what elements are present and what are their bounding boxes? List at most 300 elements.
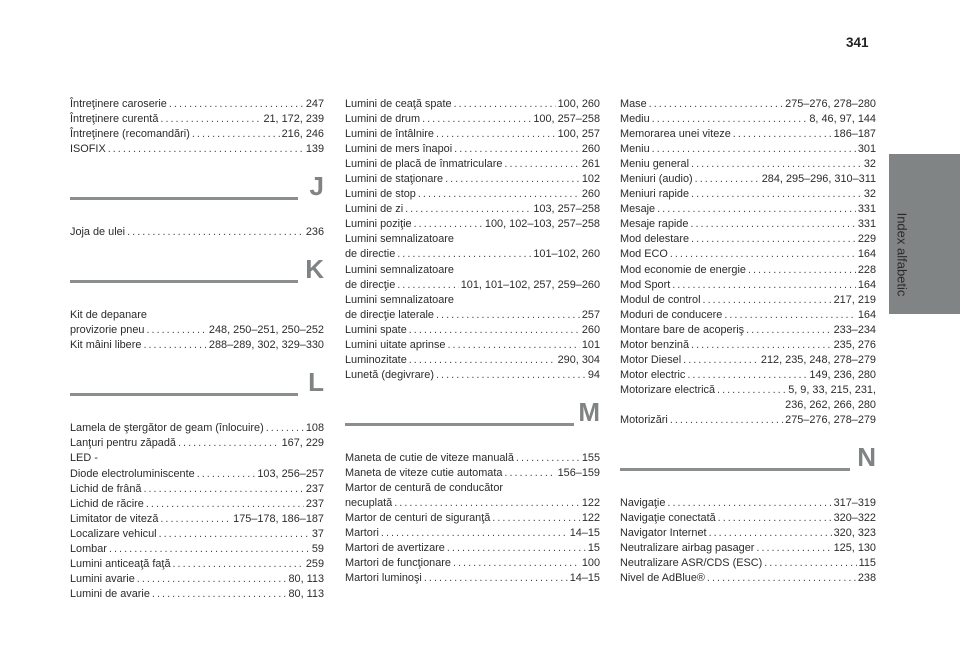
index-entry-term: Motorizare electrică [620, 383, 716, 396]
index-entry-pages: 103, 257–258 [533, 203, 600, 216]
index-entry-term: Martori luminoşi [345, 572, 422, 585]
index-entry [620, 112, 876, 127]
index-entry-pages: 228 [857, 263, 876, 276]
dot-leader [127, 225, 304, 240]
dot-leader [143, 482, 303, 497]
index-entry-pages: 80, 113 [288, 587, 324, 600]
index-entry-pages: 167, 229 [281, 437, 324, 450]
index-entry-pages: 284, 295–296, 310–311 [761, 173, 876, 186]
index-entry-pages: 260 [581, 143, 600, 156]
index-entry-term: Lumini de mers înapoi [345, 143, 453, 156]
index-entry-term: Lumini de avarie [70, 587, 150, 600]
index-entry [345, 353, 600, 368]
index-entry-term: Motor electric [620, 368, 686, 381]
index-entry-pages: 248, 250–251, 250–252 [208, 324, 324, 337]
index-entry-pages: 100, 257–258 [533, 113, 600, 126]
index-entry-term: Lumini de zi [345, 203, 404, 216]
index-entry [620, 413, 876, 428]
index-entry-heading: Lumini semnalizatoare [345, 263, 454, 276]
index-entry-pages: 236 [305, 226, 324, 239]
index-entry-term: Întreţinere curentă [70, 113, 159, 126]
index-entry-pages: 94 [587, 368, 600, 381]
index-entry-term: Lumini de întâlnire [345, 128, 434, 141]
index-entry-term: Martor de centuri de siguranţă [345, 512, 491, 525]
index-entry-pages: 100, 257 [557, 128, 600, 141]
index-column-3 [620, 97, 876, 586]
dot-leader [707, 571, 856, 586]
index-entry [345, 338, 600, 353]
index-entry [620, 383, 876, 398]
index-entry-term: Luminozitate [345, 353, 407, 366]
index-entry-pages: 101–102, 260 [533, 248, 600, 261]
index-entry [620, 127, 876, 142]
dot-leader [516, 451, 580, 466]
index-entry-term: Joja de ulei [70, 226, 126, 239]
dot-leader [703, 293, 832, 308]
index-entry-pages: 101, 101–102, 257, 259–260 [460, 278, 600, 291]
index-entry [345, 496, 600, 511]
index-entry-pages: 164 [857, 278, 876, 291]
index-entry [345, 202, 600, 217]
dot-leader [405, 202, 531, 217]
index-entry [620, 97, 876, 112]
dot-leader [649, 97, 784, 112]
index-entry-term: Motor Diesel [620, 353, 682, 366]
dot-leader [683, 353, 759, 368]
index-entry-pages: 37 [311, 527, 324, 540]
index-entry-term: Montare bare de acoperiş [620, 323, 745, 336]
dot-leader [108, 142, 304, 157]
index-entry-pages: 212, 235, 248, 278–279 [760, 353, 876, 366]
section-divider [70, 280, 298, 283]
index-entry-term: Neutralizare ASR/CDS (ESC) [620, 557, 763, 570]
index-entry [70, 542, 324, 557]
index-entry-term: Lanţuri pentru zăpadă [70, 437, 176, 450]
index-entry [620, 571, 876, 586]
index-entry-pages-continued: 236, 262, 266, 280 [785, 398, 876, 411]
index-entry [620, 556, 876, 571]
index-entry-pages: 261 [581, 158, 600, 171]
index-entry-term: de direcţie [345, 278, 396, 291]
index-entry [620, 202, 876, 217]
index-entry-pages: 237 [305, 482, 324, 495]
index-entry-pages: 21, 172, 239 [263, 113, 324, 126]
index-entry-term: Meniuri (audio) [620, 173, 693, 186]
index-entry-pages: 288–289, 302, 329–330 [208, 339, 324, 352]
index-entry [620, 338, 876, 353]
dot-leader [152, 587, 287, 602]
index-entry [70, 557, 324, 572]
dot-leader [397, 247, 531, 262]
dot-leader [724, 308, 856, 323]
index-entry-pages: 122 [581, 497, 600, 510]
index-entry-pages: 14–15 [569, 572, 600, 585]
index-entry-term: Lamela de ştergător de geam (înlocuire) [70, 422, 264, 435]
dot-leader [192, 127, 280, 142]
index-entry-term: Lombar [70, 542, 107, 555]
index-entry-term: Întreţinere caroserie [70, 98, 167, 110]
dot-leader [381, 526, 568, 541]
dot-leader [667, 496, 831, 511]
index-entry-heading: Kit de depanare [70, 309, 147, 322]
index-entry-pages: 186–187 [833, 128, 876, 141]
index-column-2 [345, 97, 600, 586]
index-entry-term: Lunetă (degivrare) [345, 368, 434, 381]
dot-leader [436, 368, 586, 383]
index-entry [70, 225, 324, 240]
index-entry-term: Meniuri rapide [620, 188, 690, 201]
index-entry-term: Navigaţie [620, 497, 666, 510]
index-entry [345, 172, 600, 187]
index-entry-term: Mediu [620, 113, 650, 126]
index-entry [620, 353, 876, 368]
dot-leader [424, 571, 568, 586]
dot-leader [691, 232, 856, 247]
index-entry-pages: 100, 260 [557, 98, 600, 110]
dot-leader [169, 97, 304, 112]
index-entry-pages: 290, 304 [557, 353, 600, 366]
index-entry-term: Lichid de frână [70, 482, 142, 495]
index-entry-pages: 331 [857, 203, 876, 216]
dot-leader [670, 247, 856, 262]
index-entry [70, 482, 324, 497]
index-entry-term: Lumini spate [345, 323, 407, 336]
index-entry-pages: 108 [305, 422, 324, 435]
dot-leader [436, 308, 580, 323]
dot-leader [687, 368, 807, 383]
index-entry [70, 512, 324, 527]
dot-leader [137, 572, 287, 587]
dot-leader [160, 112, 261, 127]
index-entry-pages: 233–234 [833, 323, 876, 336]
index-entry [620, 187, 876, 202]
dot-leader [657, 202, 856, 217]
index-entry-term: Mesaje rapide [620, 218, 689, 231]
index-entry [620, 308, 876, 323]
dot-leader [652, 142, 856, 157]
index-entry-heading: Lumini semnalizatoare [345, 293, 454, 306]
index-entry-term: necuplată [345, 497, 393, 510]
index-entry-pages: 275–276, 278–279 [785, 413, 876, 426]
index-entry [70, 467, 324, 482]
index-entry-pages: 216, 246 [281, 128, 324, 141]
index-entry [345, 127, 600, 142]
index-entry-pages: 247 [305, 98, 324, 110]
index-entry-term: de directie [345, 248, 396, 261]
index-entry-pages: 229 [857, 233, 876, 246]
index-entry [620, 157, 876, 172]
letter-section-header [620, 442, 876, 484]
index-entry-pages: 103, 256–257 [257, 467, 324, 480]
index-entry [345, 308, 600, 323]
dot-leader [409, 323, 580, 338]
dot-leader [748, 263, 856, 278]
index-entry [620, 232, 876, 247]
dot-leader [690, 217, 855, 232]
section-letter: J [309, 171, 324, 202]
index-entry-pages: 100 [581, 557, 600, 570]
index-entry-term: ISOFIX [70, 143, 106, 156]
index-entry [345, 97, 600, 112]
index-entry-pages: 122 [581, 512, 600, 525]
index-entry [345, 217, 600, 232]
index-entry [345, 157, 600, 172]
dot-leader [160, 512, 231, 527]
index-entry [620, 142, 876, 157]
index-entry-pages: 317–319 [833, 497, 876, 510]
index-entry [620, 511, 876, 526]
dot-leader [718, 511, 832, 526]
index-entry-term: provizorie pneu [70, 324, 145, 337]
dot-leader [691, 187, 862, 202]
index-entry [70, 436, 324, 451]
dot-leader [173, 557, 304, 572]
dot-leader [197, 467, 256, 482]
index-entry [70, 421, 324, 436]
dot-leader [733, 127, 832, 142]
dot-leader [146, 323, 206, 338]
index-entry-term: Lumini poziţie [345, 218, 412, 231]
dot-leader [414, 217, 483, 232]
dot-leader [504, 157, 579, 172]
index-entry-pages: 320–322 [833, 512, 876, 525]
section-letter: M [578, 396, 600, 427]
index-entry-pages: 260 [581, 323, 600, 336]
index-entry-pages: 5, 9, 33, 215, 231, [788, 383, 876, 396]
index-entry-pages: 257 [581, 308, 600, 321]
index-entry [345, 368, 600, 383]
dot-leader [709, 526, 832, 541]
index-entry-term: Motorizări [620, 413, 668, 426]
index-entry-pages: 115 [858, 557, 876, 570]
dot-leader [672, 278, 856, 293]
index-entry-term: Kit mâini libere [70, 339, 142, 352]
index-entry [620, 172, 876, 187]
dot-leader [445, 172, 580, 187]
index-entry-pages: 102 [581, 173, 600, 186]
dot-leader [447, 541, 586, 556]
dot-leader [670, 413, 783, 428]
index-entry-pages: 59 [311, 542, 324, 555]
index-entry-pages: 260 [581, 188, 600, 201]
dot-leader [178, 436, 280, 451]
letter-section-header [345, 396, 600, 439]
index-entry [345, 142, 600, 157]
index-entry [70, 323, 324, 338]
dot-leader [146, 497, 304, 512]
index-entry [70, 97, 324, 112]
section-letter: L [308, 367, 324, 398]
index-entry-term: Localizare vehicul [70, 527, 157, 540]
index-entry-pages: 235, 276 [833, 338, 876, 351]
dot-leader [764, 556, 856, 571]
index-entry-term: Martori de avertizare [345, 542, 445, 555]
index-entry-term: Navigaţie conectată [620, 512, 716, 525]
index-entry [345, 247, 600, 262]
index-entry [345, 556, 600, 571]
index-entry-term: Lumini de stop [345, 188, 416, 201]
index-entry [620, 293, 876, 308]
index-entry-pages: 80, 113 [288, 572, 324, 585]
index-entry-term: Mod delestare [620, 233, 690, 246]
index-entry-term: Limitator de viteză [70, 512, 159, 525]
index-entry-pages: 14–15 [569, 527, 600, 540]
index-entry-term: Lumini de ceaţă spate [345, 98, 452, 110]
index-entry [620, 217, 876, 232]
index-entry-heading: Lumini semnalizatoare [345, 233, 454, 246]
page-number: 341 [846, 35, 869, 50]
index-entry-term: Modul de control [620, 293, 701, 306]
index-entry-term: Mod ECO [620, 248, 668, 261]
index-entry [345, 451, 600, 466]
dot-leader [746, 323, 831, 338]
index-entry [70, 127, 324, 142]
letter-section-header [70, 367, 324, 409]
index-entry-pages: 155 [581, 451, 600, 464]
section-letter: K [305, 254, 324, 285]
dot-leader [695, 172, 760, 187]
index-entry [70, 572, 324, 587]
dot-leader [691, 157, 862, 172]
index-entry-pages: 15 [587, 542, 600, 555]
index-entry [70, 497, 324, 512]
dot-leader [448, 338, 580, 353]
index-entry-pages: 8, 46, 97, 144 [809, 113, 876, 126]
section-divider [70, 393, 298, 396]
index-entry [345, 187, 600, 202]
index-entry [620, 496, 876, 511]
index-entry-term: Mase [620, 98, 647, 110]
dot-leader [159, 527, 310, 542]
index-entry-term: Mesaje [620, 203, 656, 216]
index-entry [620, 278, 876, 293]
index-entry-term: Lumini de drum [345, 113, 421, 126]
index-entry-term: Lumini anticeaţă faţă [70, 557, 171, 570]
letter-section-header [70, 171, 324, 213]
index-entry-term: Lumini avarie [70, 572, 135, 585]
index-entry-term: Diode electroluminiscente [70, 467, 195, 480]
index-entry-term: Lumini uitate aprinse [345, 338, 446, 351]
dot-leader [109, 542, 310, 557]
index-entry-pages: 149, 236, 280 [809, 368, 876, 381]
dot-leader [492, 511, 580, 526]
index-entry-pages: 301 [857, 143, 876, 156]
dot-leader [756, 541, 831, 556]
index-entry-pages: 101 [581, 338, 600, 351]
index-entry-term: Maneta de cutie de viteze manuală [345, 451, 514, 464]
index-entry-term: Lumini de placă de înmatriculare [345, 158, 503, 171]
index-entry-pages: 164 [857, 308, 876, 321]
index-entry [70, 112, 324, 127]
index-entry [70, 338, 324, 353]
index-entry-term: Navigator Internet [620, 527, 707, 540]
index-entry [345, 112, 600, 127]
index-entry [70, 587, 324, 602]
index-entry-term: Meniu [620, 143, 650, 156]
index-entry-term: Martori [345, 527, 379, 540]
index-entry-pages: 217, 219 [833, 293, 876, 306]
index-entry-pages: 32 [863, 158, 876, 171]
index-entry-term: Meniu general [620, 158, 690, 171]
index-entry [345, 466, 600, 481]
section-divider [345, 423, 574, 426]
section-divider [70, 197, 298, 200]
index-entry-term: Lumini de staţionare [345, 173, 444, 186]
dot-leader [453, 556, 580, 571]
index-entry-pages: 237 [305, 497, 324, 510]
index-entry-pages: 331 [857, 218, 876, 231]
index-entry [345, 571, 600, 586]
index-entry-term: Mod Sport [620, 278, 671, 291]
dot-leader [143, 338, 206, 353]
index-entry-term: de direcţie laterale [345, 308, 434, 321]
index-entry-pages: 275–276, 278–280 [785, 98, 876, 110]
index-entry-term: Motor benzină [620, 338, 690, 351]
dot-leader [454, 142, 580, 157]
index-column-1 [70, 97, 324, 602]
index-entry-heading: LED - [70, 452, 98, 465]
dot-leader [652, 112, 808, 127]
index-entry-term: Mod economie de energie [620, 263, 746, 276]
index-entry-term: Neutralizare airbag pasager [620, 542, 755, 555]
index-entry [345, 511, 600, 526]
index-entry [345, 278, 600, 293]
index-entry-heading: Martor de centură de conducător [345, 481, 504, 494]
index-entry-pages: 320, 323 [833, 527, 876, 540]
dot-leader [454, 97, 556, 112]
index-entry [345, 541, 600, 556]
dot-leader [422, 112, 531, 127]
dot-leader [504, 466, 555, 481]
dot-leader [266, 421, 304, 436]
index-entry [620, 541, 876, 556]
index-entry [345, 323, 600, 338]
index-entry-pages: 100, 102–103, 257–258 [484, 218, 600, 231]
index-entry-pages: 175–178, 186–187 [233, 512, 324, 525]
index-entry-pages: 238 [857, 572, 876, 585]
dot-leader [409, 353, 556, 368]
index-entry-pages: 32 [863, 188, 876, 201]
index-entry-pages: 139 [305, 143, 324, 156]
section-divider [620, 468, 850, 471]
index-entry [620, 526, 876, 541]
dot-leader [418, 187, 580, 202]
dot-leader [691, 338, 832, 353]
index-entry-term: Nivel de AdBlue® [620, 572, 705, 585]
index-entry [70, 142, 324, 157]
index-entry [620, 247, 876, 262]
dot-leader [717, 383, 786, 398]
index-entry [620, 263, 876, 278]
index-entry-term: Lichid de răcire [70, 497, 144, 510]
index-entry [620, 323, 876, 338]
index-entry-term: Moduri de conducere [620, 308, 723, 321]
index-entry [70, 527, 324, 542]
index-entry-term: Memorarea unei viteze [620, 128, 731, 141]
section-side-tab-label: Index alfabetic [894, 212, 910, 297]
letter-section-header [70, 254, 324, 296]
index-entry-pages: 156–159 [557, 466, 600, 479]
index-entry-pages: 125, 130 [833, 542, 876, 555]
index-entry-term: Martori de funcţionare [345, 557, 451, 570]
index-entry [345, 526, 600, 541]
index-entry-pages: 259 [305, 557, 324, 570]
index-entry-term: Întreţinere (recomandări) [70, 128, 190, 141]
index-entry [620, 368, 876, 383]
index-entry-term: Maneta de viteze cutie automata [345, 466, 503, 479]
dot-leader [397, 278, 458, 293]
index-entry-pages: 164 [857, 248, 876, 261]
